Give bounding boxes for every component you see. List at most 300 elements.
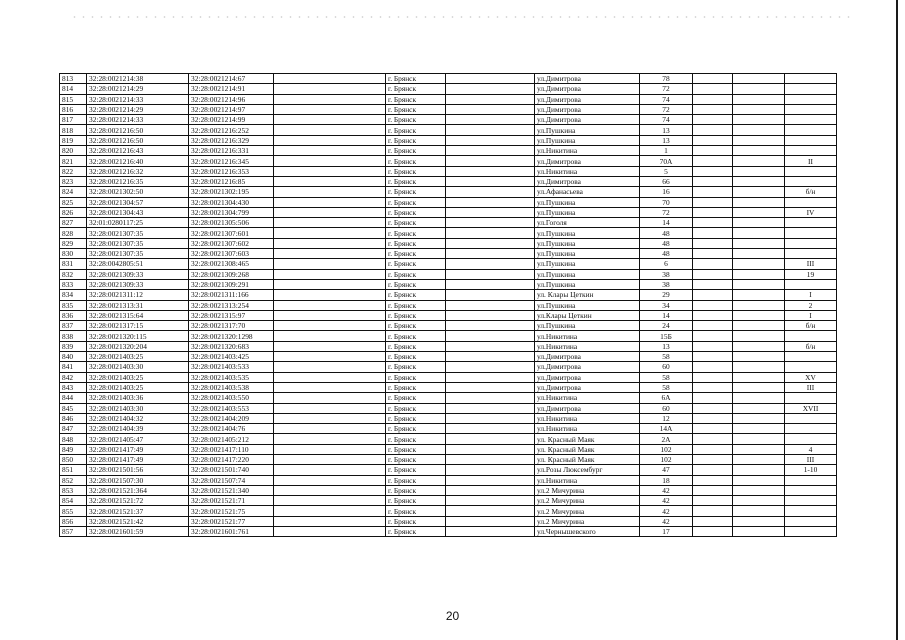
cell-cadastral-parcel: 32:28:0021309:33 bbox=[87, 269, 189, 279]
cell-street: ул.Пушкина bbox=[535, 259, 640, 269]
table-row bbox=[60, 362, 837, 372]
cell-blank-b bbox=[446, 156, 535, 166]
cell-house-number: 14 bbox=[640, 218, 693, 228]
table-row bbox=[60, 269, 837, 279]
cell-blank-b bbox=[446, 228, 535, 238]
cell-street: ул.Димитрова bbox=[535, 176, 640, 186]
cell-house-number: 38 bbox=[640, 269, 693, 279]
cell-blank-d bbox=[733, 300, 785, 310]
cell-blank-d bbox=[733, 393, 785, 403]
cell-blank-a bbox=[274, 74, 386, 84]
cell-row-index: 844 bbox=[60, 393, 87, 403]
cell-room: 19 bbox=[785, 269, 837, 279]
cell-room bbox=[785, 176, 837, 186]
cell-street: ул.Димитрова bbox=[535, 84, 640, 94]
cell-blank-c bbox=[693, 104, 733, 114]
cell-blank-a bbox=[274, 300, 386, 310]
cell-room: XV bbox=[785, 372, 837, 382]
cell-blank-a bbox=[274, 331, 386, 341]
cell-blank-c bbox=[693, 527, 733, 537]
cell-blank-b bbox=[446, 475, 535, 485]
cell-house-number: 70 bbox=[640, 197, 693, 207]
cell-blank-b bbox=[446, 279, 535, 289]
cell-cadastral-parcel: 32:28:0021214:38 bbox=[87, 74, 189, 84]
cell-cadastral-parcel: 32:28:0021521:72 bbox=[87, 496, 189, 506]
cell-row-index: 823 bbox=[60, 176, 87, 186]
cell-cadastral-object: 32:28:0021311:166 bbox=[189, 290, 274, 300]
cell-house-number: 58 bbox=[640, 382, 693, 392]
cell-cadastral-parcel: 32:28:0021214:33 bbox=[87, 94, 189, 104]
cell-cadastral-object: 32:28:0021216:353 bbox=[189, 166, 274, 176]
cell-cadastral-object: 32:28:0021216:345 bbox=[189, 156, 274, 166]
table-row bbox=[60, 341, 837, 351]
cell-room bbox=[785, 166, 837, 176]
cell-cadastral-object: 32:28:0021403:553 bbox=[189, 403, 274, 413]
cell-city: г. Брянск bbox=[386, 238, 446, 248]
cell-blank-c bbox=[693, 94, 733, 104]
table-row bbox=[60, 228, 837, 238]
cell-blank-c bbox=[693, 74, 733, 84]
cell-city: г. Брянск bbox=[386, 218, 446, 228]
cell-blank-c bbox=[693, 228, 733, 238]
cell-row-index: 813 bbox=[60, 74, 87, 84]
table-row bbox=[60, 352, 837, 362]
cell-house-number: 13 bbox=[640, 125, 693, 135]
cell-blank-a bbox=[274, 321, 386, 331]
cell-blank-a bbox=[274, 310, 386, 320]
cell-row-index: 856 bbox=[60, 516, 87, 526]
cell-blank-b bbox=[446, 115, 535, 125]
cell-blank-b bbox=[446, 146, 535, 156]
cell-blank-b bbox=[446, 362, 535, 372]
cell-row-index: 854 bbox=[60, 496, 87, 506]
cell-city: г. Брянск bbox=[386, 84, 446, 94]
cell-blank-b bbox=[446, 84, 535, 94]
cell-blank-a bbox=[274, 454, 386, 464]
cell-house-number: 18 bbox=[640, 475, 693, 485]
cell-blank-a bbox=[274, 84, 386, 94]
cell-cadastral-parcel: 32:28:0021403:25 bbox=[87, 382, 189, 392]
cell-row-index: 830 bbox=[60, 249, 87, 259]
cell-city: г. Брянск bbox=[386, 94, 446, 104]
table-row bbox=[60, 413, 837, 423]
table-row bbox=[60, 249, 837, 259]
cell-city: г. Брянск bbox=[386, 403, 446, 413]
cell-cadastral-object: 32:28:0021304:430 bbox=[189, 197, 274, 207]
cell-cadastral-parcel: 32:28:0021216:50 bbox=[87, 135, 189, 145]
cell-blank-c bbox=[693, 146, 733, 156]
cell-blank-a bbox=[274, 424, 386, 434]
cell-room bbox=[785, 393, 837, 403]
cell-blank-b bbox=[446, 424, 535, 434]
cell-blank-a bbox=[274, 269, 386, 279]
cell-cadastral-object: 32:28:0021307:603 bbox=[189, 249, 274, 259]
cell-blank-d bbox=[733, 413, 785, 423]
cell-row-index: 833 bbox=[60, 279, 87, 289]
cell-city: г. Брянск bbox=[386, 393, 446, 403]
table-row bbox=[60, 187, 837, 197]
cell-house-number: 6А bbox=[640, 393, 693, 403]
cell-blank-b bbox=[446, 393, 535, 403]
cell-cadastral-parcel: 32:28:0042805:51 bbox=[87, 259, 189, 269]
cell-blank-c bbox=[693, 218, 733, 228]
table-row bbox=[60, 84, 837, 94]
cell-blank-c bbox=[693, 84, 733, 94]
cell-blank-d bbox=[733, 341, 785, 351]
cell-room: 2 bbox=[785, 300, 837, 310]
cell-blank-a bbox=[274, 403, 386, 413]
cell-city: г. Брянск bbox=[386, 527, 446, 537]
cell-cadastral-object: 32:28:0021305:506 bbox=[189, 218, 274, 228]
cell-street: ул.Никитина bbox=[535, 413, 640, 423]
cell-room: б/н bbox=[785, 187, 837, 197]
cell-room bbox=[785, 516, 837, 526]
cell-blank-d bbox=[733, 382, 785, 392]
cell-cadastral-parcel: 32:28:0021216:50 bbox=[87, 125, 189, 135]
cell-blank-c bbox=[693, 331, 733, 341]
cell-city: г. Брянск bbox=[386, 310, 446, 320]
cell-cadastral-parcel: 32:28:0021214:29 bbox=[87, 84, 189, 94]
cell-blank-b bbox=[446, 496, 535, 506]
cell-city: г. Брянск bbox=[386, 228, 446, 238]
cell-city: г. Брянск bbox=[386, 156, 446, 166]
cell-blank-d bbox=[733, 104, 785, 114]
cell-room bbox=[785, 94, 837, 104]
cell-blank-a bbox=[274, 341, 386, 351]
cell-cadastral-parcel: 32:01:0280117:25 bbox=[87, 218, 189, 228]
cell-city: г. Брянск bbox=[386, 176, 446, 186]
cell-blank-b bbox=[446, 382, 535, 392]
cell-blank-a bbox=[274, 382, 386, 392]
cell-house-number: 42 bbox=[640, 496, 693, 506]
cell-cadastral-object: 32:28:0021214:99 bbox=[189, 115, 274, 125]
cell-blank-c bbox=[693, 506, 733, 516]
table-row bbox=[60, 372, 837, 382]
cell-row-index: 834 bbox=[60, 290, 87, 300]
cell-blank-b bbox=[446, 218, 535, 228]
cell-room bbox=[785, 485, 837, 495]
table-row bbox=[60, 238, 837, 248]
cell-room: 4 bbox=[785, 444, 837, 454]
cell-blank-c bbox=[693, 352, 733, 362]
cell-city: г. Брянск bbox=[386, 104, 446, 114]
cell-room: III bbox=[785, 259, 837, 269]
cell-house-number: 14 bbox=[640, 310, 693, 320]
cell-blank-c bbox=[693, 465, 733, 475]
cell-house-number: 74 bbox=[640, 115, 693, 125]
cell-blank-c bbox=[693, 300, 733, 310]
table-row bbox=[60, 321, 837, 331]
cell-cadastral-parcel: 32:28:0021501:56 bbox=[87, 465, 189, 475]
cell-cadastral-object: 32:28:0021403:425 bbox=[189, 352, 274, 362]
cell-house-number: 60 bbox=[640, 403, 693, 413]
cell-city: г. Брянск bbox=[386, 362, 446, 372]
cell-house-number: 5 bbox=[640, 166, 693, 176]
cell-cadastral-parcel: 32:28:0021302:50 bbox=[87, 187, 189, 197]
cell-room bbox=[785, 74, 837, 84]
cell-row-index: 827 bbox=[60, 218, 87, 228]
cell-street: ул. Красный Маяк bbox=[535, 454, 640, 464]
table-row bbox=[60, 146, 837, 156]
cell-city: г. Брянск bbox=[386, 485, 446, 495]
cell-street: ул.Чернышевского bbox=[535, 527, 640, 537]
cell-blank-a bbox=[274, 187, 386, 197]
cell-row-index: 837 bbox=[60, 321, 87, 331]
cell-cadastral-object: 32:28:0021317:70 bbox=[189, 321, 274, 331]
cell-blank-d bbox=[733, 331, 785, 341]
cell-cadastral-object: 32:28:0021309:291 bbox=[189, 279, 274, 289]
cell-city: г. Брянск bbox=[386, 207, 446, 217]
cell-row-index: 820 bbox=[60, 146, 87, 156]
cell-city: г. Брянск bbox=[386, 372, 446, 382]
cell-blank-a bbox=[274, 146, 386, 156]
cell-street: ул.Димитрова bbox=[535, 362, 640, 372]
cell-house-number: 74 bbox=[640, 94, 693, 104]
cell-room: III bbox=[785, 454, 837, 464]
cell-blank-b bbox=[446, 403, 535, 413]
cell-cadastral-parcel: 32:28:0021311:12 bbox=[87, 290, 189, 300]
table-row bbox=[60, 485, 837, 495]
cell-house-number: 48 bbox=[640, 228, 693, 238]
page-edge-rule bbox=[896, 0, 898, 640]
table-row bbox=[60, 300, 837, 310]
cell-blank-a bbox=[274, 156, 386, 166]
cell-house-number: 60 bbox=[640, 362, 693, 372]
cell-house-number: 78 bbox=[640, 74, 693, 84]
cell-city: г. Брянск bbox=[386, 166, 446, 176]
cell-cadastral-object: 32:28:0021302:195 bbox=[189, 187, 274, 197]
cell-blank-c bbox=[693, 259, 733, 269]
cell-blank-a bbox=[274, 465, 386, 475]
registry-table-body bbox=[60, 74, 837, 537]
cell-house-number: 72 bbox=[640, 104, 693, 114]
cell-house-number: 47 bbox=[640, 465, 693, 475]
cell-blank-d bbox=[733, 228, 785, 238]
cell-blank-a bbox=[274, 475, 386, 485]
table-row bbox=[60, 331, 837, 341]
cell-house-number: 72 bbox=[640, 84, 693, 94]
cell-blank-a bbox=[274, 135, 386, 145]
cell-cadastral-object: 32:28:0021507:74 bbox=[189, 475, 274, 485]
cell-cadastral-parcel: 32:28:0021307:35 bbox=[87, 249, 189, 259]
cell-house-number: 42 bbox=[640, 485, 693, 495]
cell-room: I bbox=[785, 290, 837, 300]
cell-blank-a bbox=[274, 413, 386, 423]
cell-street: ул.Афанасьева bbox=[535, 187, 640, 197]
table-row bbox=[60, 207, 837, 217]
cell-cadastral-object: 32:28:0021404:76 bbox=[189, 424, 274, 434]
cell-cadastral-parcel: 32:28:0021403:30 bbox=[87, 403, 189, 413]
cell-blank-d bbox=[733, 218, 785, 228]
cell-cadastral-parcel: 32:28:0021403:25 bbox=[87, 352, 189, 362]
cell-cadastral-parcel: 32:28:0021307:35 bbox=[87, 238, 189, 248]
cell-blank-b bbox=[446, 207, 535, 217]
cell-cadastral-object: 32:28:0021214:67 bbox=[189, 74, 274, 84]
cell-cadastral-parcel: 32:28:0021404:32 bbox=[87, 413, 189, 423]
cell-street: ул.2 Мичурина bbox=[535, 506, 640, 516]
table-row bbox=[60, 218, 837, 228]
cell-blank-a bbox=[274, 279, 386, 289]
cell-blank-a bbox=[274, 496, 386, 506]
cell-row-index: 836 bbox=[60, 310, 87, 320]
cell-row-index: 842 bbox=[60, 372, 87, 382]
cell-street: ул.Димитрова bbox=[535, 94, 640, 104]
cell-blank-b bbox=[446, 238, 535, 248]
cell-house-number: 42 bbox=[640, 516, 693, 526]
cell-city: г. Брянск bbox=[386, 290, 446, 300]
cell-row-index: 840 bbox=[60, 352, 87, 362]
table-row bbox=[60, 135, 837, 145]
cell-blank-a bbox=[274, 506, 386, 516]
cell-city: г. Брянск bbox=[386, 74, 446, 84]
cell-blank-b bbox=[446, 331, 535, 341]
cell-cadastral-parcel: 32:28:0021417:49 bbox=[87, 444, 189, 454]
cell-blank-b bbox=[446, 197, 535, 207]
cell-room bbox=[785, 135, 837, 145]
cell-blank-c bbox=[693, 341, 733, 351]
cell-street: ул.Пушкина bbox=[535, 207, 640, 217]
cell-cadastral-parcel: 32:28:0021521:364 bbox=[87, 485, 189, 495]
cell-room bbox=[785, 84, 837, 94]
cell-row-index: 826 bbox=[60, 207, 87, 217]
cell-blank-b bbox=[446, 125, 535, 135]
cell-cadastral-parcel: 32:28:0021313:31 bbox=[87, 300, 189, 310]
cell-city: г. Брянск bbox=[386, 413, 446, 423]
cell-house-number: 6 bbox=[640, 259, 693, 269]
cell-street: ул.Пушкина bbox=[535, 125, 640, 135]
cell-blank-b bbox=[446, 321, 535, 331]
cell-room bbox=[785, 197, 837, 207]
table-row bbox=[60, 393, 837, 403]
table-row bbox=[60, 382, 837, 392]
cell-cadastral-object: 32:28:0021313:254 bbox=[189, 300, 274, 310]
cell-street: ул.Никитина bbox=[535, 475, 640, 485]
cell-cadastral-parcel: 32:28:0021317:15 bbox=[87, 321, 189, 331]
cell-city: г. Брянск bbox=[386, 279, 446, 289]
cell-street: ул.Димитрова bbox=[535, 74, 640, 84]
cell-street: ул.Димитрова bbox=[535, 115, 640, 125]
cell-blank-a bbox=[274, 197, 386, 207]
cell-street: ул.Никитина bbox=[535, 341, 640, 351]
cell-room: III bbox=[785, 382, 837, 392]
cell-city: г. Брянск bbox=[386, 125, 446, 135]
cell-blank-a bbox=[274, 238, 386, 248]
cell-blank-c bbox=[693, 125, 733, 135]
cell-blank-c bbox=[693, 516, 733, 526]
cell-city: г. Брянск bbox=[386, 269, 446, 279]
cell-blank-c bbox=[693, 362, 733, 372]
cell-blank-b bbox=[446, 434, 535, 444]
cell-row-index: 831 bbox=[60, 259, 87, 269]
cell-house-number: 24 bbox=[640, 321, 693, 331]
cell-blank-c bbox=[693, 249, 733, 259]
cell-street: ул.Пушкина bbox=[535, 300, 640, 310]
cell-house-number: 14А bbox=[640, 424, 693, 434]
cell-city: г. Брянск bbox=[386, 146, 446, 156]
cell-cadastral-parcel: 32:28:0021320:115 bbox=[87, 331, 189, 341]
cell-row-index: 848 bbox=[60, 434, 87, 444]
cell-blank-d bbox=[733, 146, 785, 156]
table-row bbox=[60, 496, 837, 506]
table-row bbox=[60, 475, 837, 485]
cell-blank-a bbox=[274, 516, 386, 526]
cell-cadastral-object: 32:28:0021521:71 bbox=[189, 496, 274, 506]
cell-blank-b bbox=[446, 444, 535, 454]
cell-row-index: 821 bbox=[60, 156, 87, 166]
cell-street: ул.Никитина bbox=[535, 393, 640, 403]
cell-row-index: 835 bbox=[60, 300, 87, 310]
cell-blank-b bbox=[446, 372, 535, 382]
cell-blank-c bbox=[693, 238, 733, 248]
table-row bbox=[60, 279, 837, 289]
cell-city: г. Брянск bbox=[386, 506, 446, 516]
cell-blank-b bbox=[446, 413, 535, 423]
cell-room bbox=[785, 506, 837, 516]
cell-room bbox=[785, 228, 837, 238]
cell-blank-c bbox=[693, 444, 733, 454]
cell-street: ул.Димитрова bbox=[535, 403, 640, 413]
cell-street: ул.Димитрова bbox=[535, 104, 640, 114]
cell-blank-d bbox=[733, 527, 785, 537]
cell-blank-a bbox=[274, 434, 386, 444]
cell-cadastral-parcel: 32:28:0021507:30 bbox=[87, 475, 189, 485]
cell-cadastral-object: 32:28:0021417:110 bbox=[189, 444, 274, 454]
cell-blank-c bbox=[693, 187, 733, 197]
cell-cadastral-parcel: 32:28:0021405:47 bbox=[87, 434, 189, 444]
cell-blank-c bbox=[693, 382, 733, 392]
cell-room bbox=[785, 104, 837, 114]
cell-blank-d bbox=[733, 321, 785, 331]
cell-row-index: 857 bbox=[60, 527, 87, 537]
cell-city: г. Брянск bbox=[386, 454, 446, 464]
cell-cadastral-parcel: 32:28:0021320:204 bbox=[87, 341, 189, 351]
cell-blank-d bbox=[733, 249, 785, 259]
cell-cadastral-object: 32:28:0021315:97 bbox=[189, 310, 274, 320]
cell-street: ул.Димитрова bbox=[535, 352, 640, 362]
cell-blank-d bbox=[733, 506, 785, 516]
cell-blank-c bbox=[693, 269, 733, 279]
cell-house-number: 58 bbox=[640, 372, 693, 382]
cell-row-index: 849 bbox=[60, 444, 87, 454]
cell-blank-b bbox=[446, 341, 535, 351]
cell-street: ул.Пушкина bbox=[535, 269, 640, 279]
cell-row-index: 816 bbox=[60, 104, 87, 114]
cell-row-index: 838 bbox=[60, 331, 87, 341]
cell-blank-d bbox=[733, 197, 785, 207]
table-row bbox=[60, 94, 837, 104]
table-row bbox=[60, 74, 837, 84]
cell-cadastral-object: 32:28:0021308:465 bbox=[189, 259, 274, 269]
cell-city: г. Брянск bbox=[386, 331, 446, 341]
cell-blank-a bbox=[274, 485, 386, 495]
cell-blank-d bbox=[733, 115, 785, 125]
cell-room: I bbox=[785, 310, 837, 320]
cell-row-index: 853 bbox=[60, 485, 87, 495]
cell-blank-c bbox=[693, 475, 733, 485]
cell-house-number: 2А bbox=[640, 434, 693, 444]
cell-blank-a bbox=[274, 249, 386, 259]
cell-blank-c bbox=[693, 197, 733, 207]
cell-blank-c bbox=[693, 115, 733, 125]
cell-house-number: 1 bbox=[640, 146, 693, 156]
cell-cadastral-object: 32:28:0021214:97 bbox=[189, 104, 274, 114]
cell-cadastral-parcel: 32:28:0021304:43 bbox=[87, 207, 189, 217]
cell-row-index: 822 bbox=[60, 166, 87, 176]
cell-blank-b bbox=[446, 269, 535, 279]
cell-house-number: 48 bbox=[640, 238, 693, 248]
cell-cadastral-object: 32:28:0021403:538 bbox=[189, 382, 274, 392]
cell-blank-d bbox=[733, 516, 785, 526]
